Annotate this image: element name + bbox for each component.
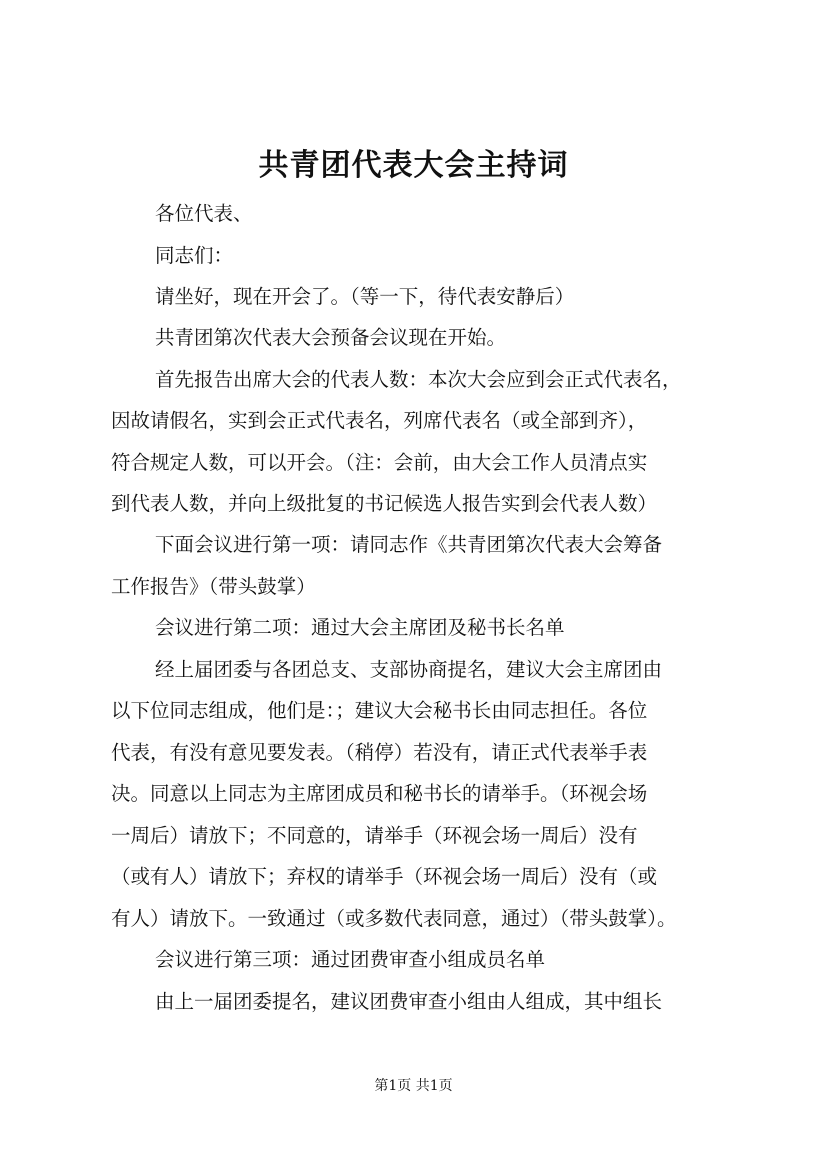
paragraph-line: 请坐好，现在开会了。（等一下，待代表安静后） [155,285,575,308]
paragraph-line: 到代表人数，并向上级批复的书记候选人报告实到会代表人数） [111,492,658,515]
paragraph-line: 符合规定人数，可以开会。（注：会前，由大会工作人员清点实 [111,451,648,474]
paragraph-line: 各位代表、 [155,202,253,225]
paragraph-line: 代表，有没有意见要发表。（稍停）若没有，请正式代表举手表 [111,741,648,764]
paragraph-line: 一周后）请放下；不同意的，请举手（环视会场一周后）没有 [111,824,638,847]
paragraph-line: （或有人）请放下；弃权的请举手（环视会场一周后）没有（或 [111,865,658,888]
paragraph-line: 经上届团委与各团总支、支部协商提名，建议大会主席团由 [155,658,663,681]
paragraph-line: 下面会议进行第一项：请同志作《共青团第次代表大会筹备 [155,533,663,556]
paragraph-line: 因故请假名，实到会正式代表名，列席代表名（或全部到齐）， [111,409,648,432]
paragraph-line: 会议进行第三项：通过团费审查小组成员名单 [155,948,546,971]
paragraph-line: 同志们： [155,244,234,267]
paragraph-line: 首先报告出席大会的代表人数：本次大会应到会正式代表名， [155,368,682,391]
paragraph-line: 决。同意以上同志为主席团成员和秘书长的请举手。（环视会场 [111,782,648,805]
paragraph-line: 以下位同志组成，他们是：；建议大会秘书长由同志担任。各位 [111,699,648,722]
document-title: 共青团代表大会主持词 [258,148,569,183]
paragraph-line: 工作报告》（带头鼓掌） [111,575,316,598]
paragraph-line: 有人）请放下。一致通过（或多数代表同意，通过）（带头鼓掌）。 [111,907,677,930]
paragraph-line: 会议进行第二项：通过大会主席团及秘书长名单 [155,616,565,639]
page-footer: 第1页 共1页 [374,1078,453,1094]
paragraph-line: 共青团第次代表大会预备会议现在开始。 [155,326,507,349]
paragraph-line: 由上一届团委提名，建议团费审查小组由人组成，其中组长 [155,990,663,1013]
